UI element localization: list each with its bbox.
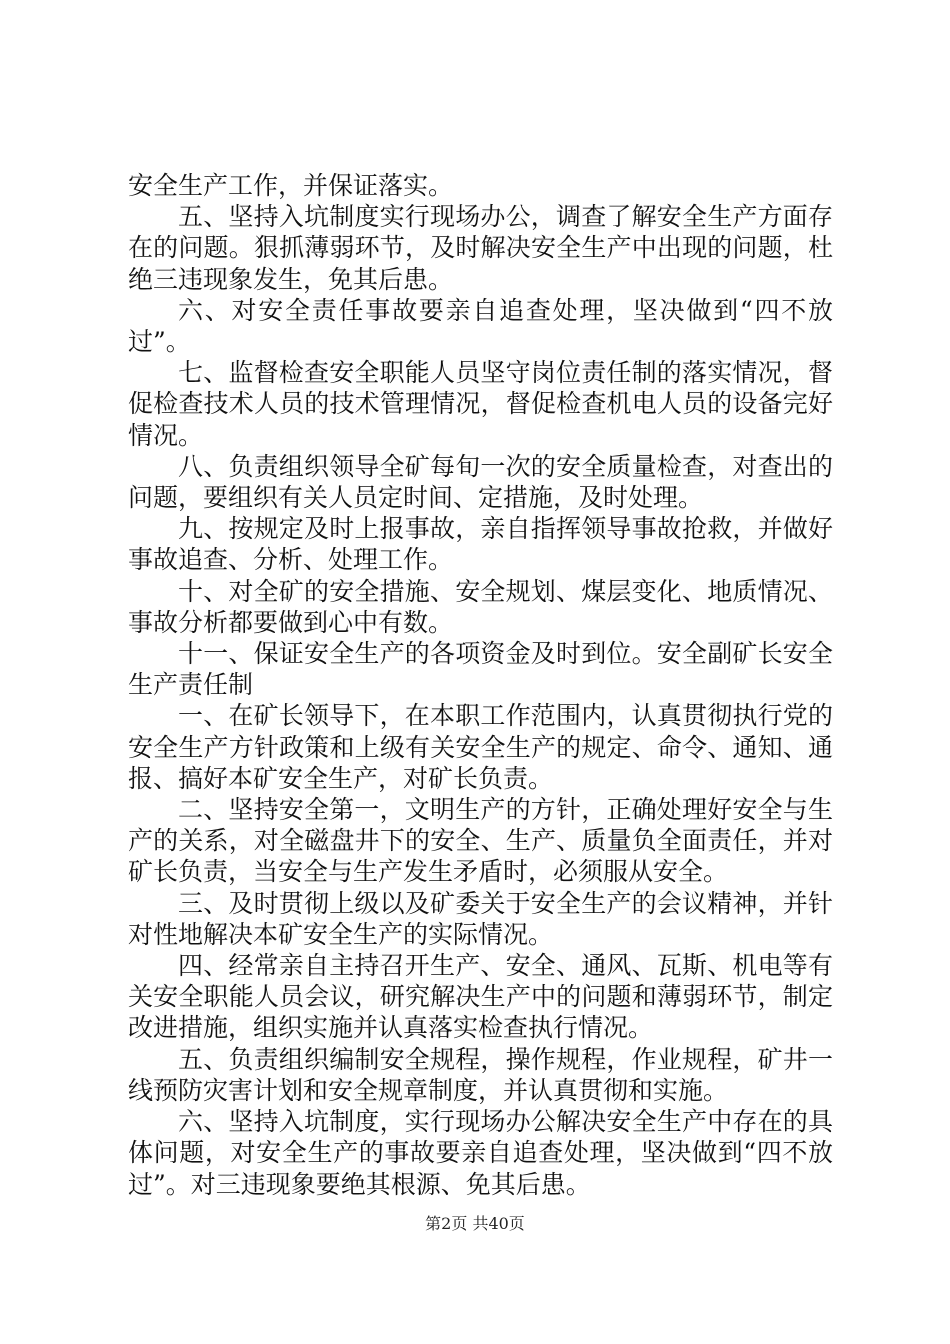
paragraph: 七、监督检查安全职能人员坚守岗位责任制的落实情况，督促检查技术人员的技术管理情况，督促检查机电人员的设备完好情况。 (128, 358, 833, 450)
paragraph: 六、对安全责任事故要亲自追查处理，坚决做到“四不放过”。 (128, 295, 833, 357)
document-body (128, 170, 833, 1200)
paragraph: 二、坚持安全第一，文明生产的方针，正确处理好安全与生产的关系，对全磁盘井下的安全、生产、质量负全面责任，并对矿长负责，当安全与生产发生矛盾时，必须服从安全。 (128, 795, 833, 887)
paragraph: 十一、保证安全生产的各项资金及时到位。安全副矿长安全生产责任制 (128, 639, 833, 700)
paragraph: 五、坚持入坑制度实行现场办公，调查了解安全生产方面存在的问题。狠抓薄弱环节，及时解决安全生产中出现的问题，杜绝三违现象发生，免其后患。 (128, 202, 833, 294)
paragraph: 四、经常亲自主持召开生产、安全、通风、瓦斯、机电等有关安全职能人员会议，研究解决生产中的问题和薄弱环节，制定改进措施，组织实施并认真落实检查执行情况。 (128, 951, 833, 1043)
paragraph: 一、在矿长领导下，在本职工作范围内，认真贯彻执行党的安全生产方针政策和上级有关安全生产的规定、命令、通知、通报、搞好本矿安全生产，对矿长负责。 (128, 701, 833, 793)
page-footer: 第2页 共40页 (425, 1214, 525, 1233)
paragraph: 安全生产工作，并保证落实。 (128, 171, 454, 200)
paragraph: 六、坚持入坑制度，实行现场办公解决安全生产中存在的具体问题，对安全生产的事故要亲自追查处理，坚决做到“四不放过”。对三违现象要绝其根源、免其后患。 (128, 1107, 833, 1199)
paragraph: 五、负责组织编制安全规程，操作规程，作业规程，矿井一线预防灾害计划和安全规章制度，并认真贯彻和实施。 (128, 1044, 833, 1105)
paragraph: 八、负责组织领导全矿每旬一次的安全质量检查，对查出的问题，要组织有关人员定时间、定措施，及时处理。 (128, 451, 833, 513)
paragraph: 三、及时贯彻上级以及矿委关于安全生产的会议精神，并针对性地解决本矿安全生产的实际情况。 (128, 888, 833, 949)
paragraph: 九、按规定及时上报事故，亲自指挥领导事故抢救，并做好事故追查、分析、处理工作。 (128, 514, 833, 575)
paragraph: 十、对全矿的安全措施、安全规划、煤层变化、地质情况、事故分析都要做到心中有数。 (128, 576, 833, 637)
